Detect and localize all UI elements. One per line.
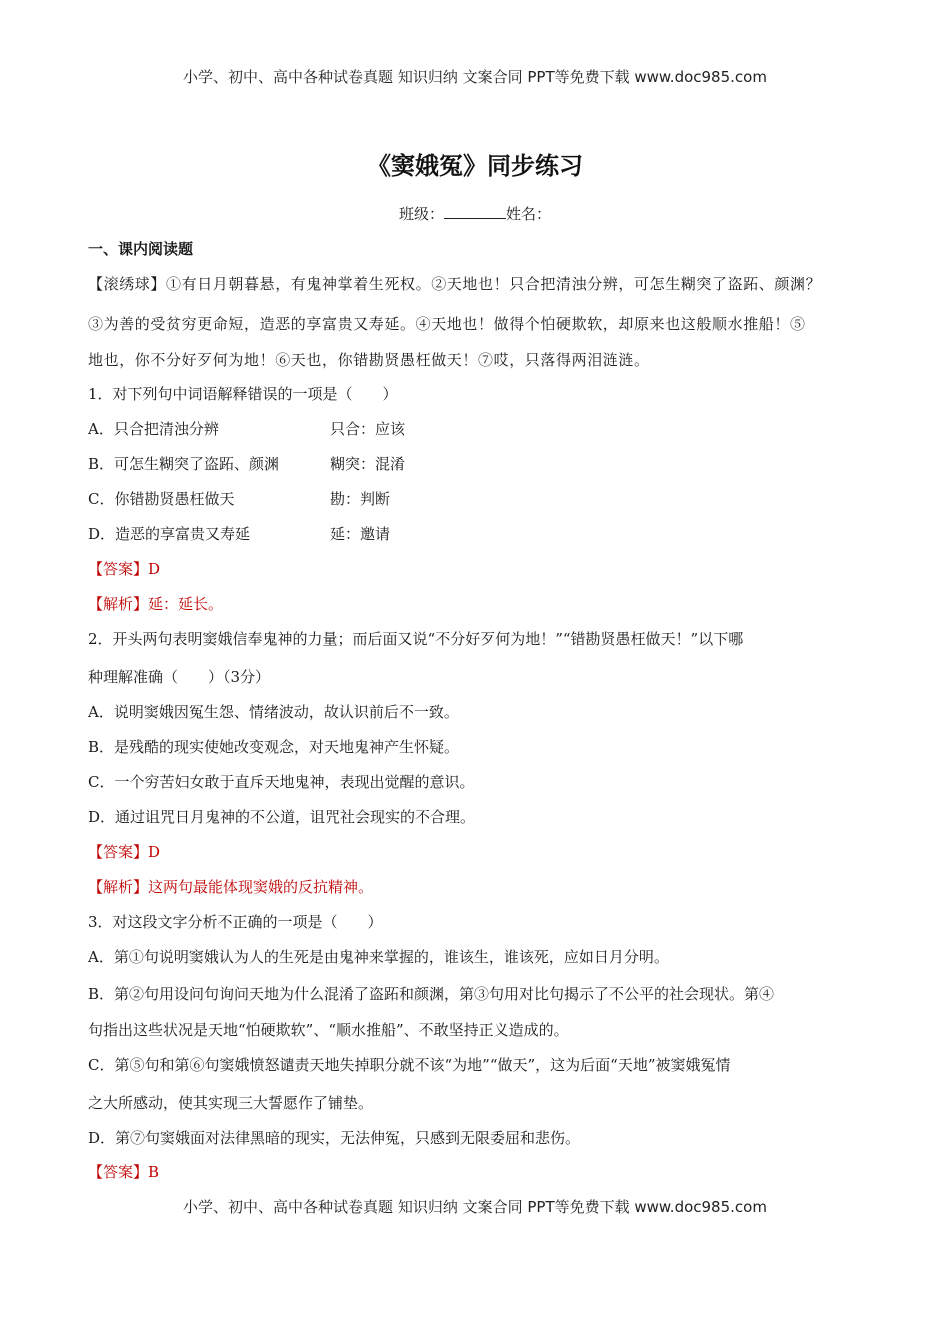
q2-option-a: A．说明窦娥因冤生怨、情绪波动，故认识前后不一致。 [88,703,459,721]
page-footer: 小学、初中、高中各种试卷真题 知识归纳 文案合同 PPT等免费下载 www.doc985.com [183,1198,767,1216]
q3-answer-value: B [148,1163,160,1181]
q1-option-a: A．只合把清浊分辨 [88,420,219,438]
page-title: 《窦娥冤》同步练习 [367,152,583,180]
page-header: 小学、初中、高中各种试卷真题 知识归纳 文案合同 PPT等免费下载 www.doc985.com [183,68,767,86]
q1-option-c: C．你错勘贤愚枉做天 [88,490,235,508]
passage-line-2: ③为善的受贫穷更命短，造恶的享富贵又寿延。④天地也！做得个怕硬欺软，却原来也这般顺水推船！⑤ [88,315,806,333]
passage-line-3: 地也，你不分好歹何为地！⑥天也，你错勘贤愚枉做天！⑦哎，只落得两泪涟涟。 [88,351,650,369]
q3-line-6: D．第⑦句窦娥面对法律黑暗的现实，无法伸冤，只感到无限委屈和悲伤。 [88,1129,581,1147]
q2-analysis-tag: 【解析】 [88,878,149,896]
q2-option-b: B．是残酷的现实使她改变观念，对天地鬼神产生怀疑。 [88,738,460,756]
q2-option-d: D．通过诅咒日月鬼神的不公道，诅咒社会现实的不合理。 [88,808,476,826]
q3-stem: 3．对这段文字分析不正确的一项是（ ） [88,913,383,931]
q2-analysis [88,877,373,897]
q1-option-d-term: 延：邀请 [330,525,391,543]
q1-option-c-term: 勘：判断 [330,490,391,508]
q1-answer-value: D [148,560,161,578]
passage-line-1: 【滚绣球】①有日月朝暮悬，有鬼神掌着生死权。②天地也！只合把清浊分辨，可怎生糊突了盗跖、颜渊？ [88,275,822,293]
q1-answer-tag: 【答案】 [88,560,149,578]
q3-line-2: B．第②句用设问句询问天地为什么混淆了盗跖和颜渊，第③句用对比句揭示了不公平的社会现状。第④ [88,985,775,1003]
q1-answer [88,559,160,579]
q3-answer-tag: 【答案】 [88,1163,149,1181]
q2-analysis-text: 这两句最能体现窦娥的反抗精神。 [148,878,374,896]
q2-stem-line-2: 种理解准确（ ）（3分） [88,668,271,686]
q1-option-b-term: 糊突：混淆 [330,455,406,473]
q1-analysis-tag: 【解析】 [88,595,149,613]
q2-answer-value: D [148,843,161,861]
q3-line-1: A．第①句说明窦娥认为人的生死是由鬼神来掌握的，谁该生，谁该死，应如日月分明。 [88,948,669,966]
class-label: 班级： [398,205,444,223]
class-name-line [0,203,950,224]
q1-option-d: D．造恶的享富贵又寿延 [88,525,251,543]
q3-line-5: 之大所感动，使其实现三大誓愿作了铺垫。 [88,1094,374,1112]
q3-line-3: 句指出这些状况是天地“怕硬欺软”、“顺水推船”、不敢坚持正义造成的。 [88,1021,569,1039]
q2-answer-tag: 【答案】 [88,843,149,861]
q1-option-a-term: 只合：应该 [330,420,406,438]
section-heading: 一、课内阅读题 [88,240,194,258]
q1-analysis [88,594,223,614]
q2-option-c: C．一个穷苦妇女敢于直斥天地鬼神，表现出觉醒的意识。 [88,773,475,791]
q2-stem-line-1: 2．开头两句表明窦娥信奉鬼神的力量；而后面又说“不分好歹何为地！”“错勘贤愚枉做天！”以下哪 [88,630,744,648]
q1-option-b: B．可怎生糊突了盗跖、颜渊 [88,455,280,473]
name-label: 姓名： [506,205,552,223]
q1-analysis-text: 延：延长。 [148,595,224,613]
class-blank [444,205,506,219]
q3-line-4: C．第⑤句和第⑥句窦娥愤怒谴责天地失掉职分就不该“为地”“做天”，这为后面“天地”被窦娥冤情 [88,1056,731,1074]
q3-answer [88,1162,159,1182]
q2-answer [88,842,160,862]
q1-stem: 1．对下列句中词语解释错误的一项是（ ） [88,385,398,403]
